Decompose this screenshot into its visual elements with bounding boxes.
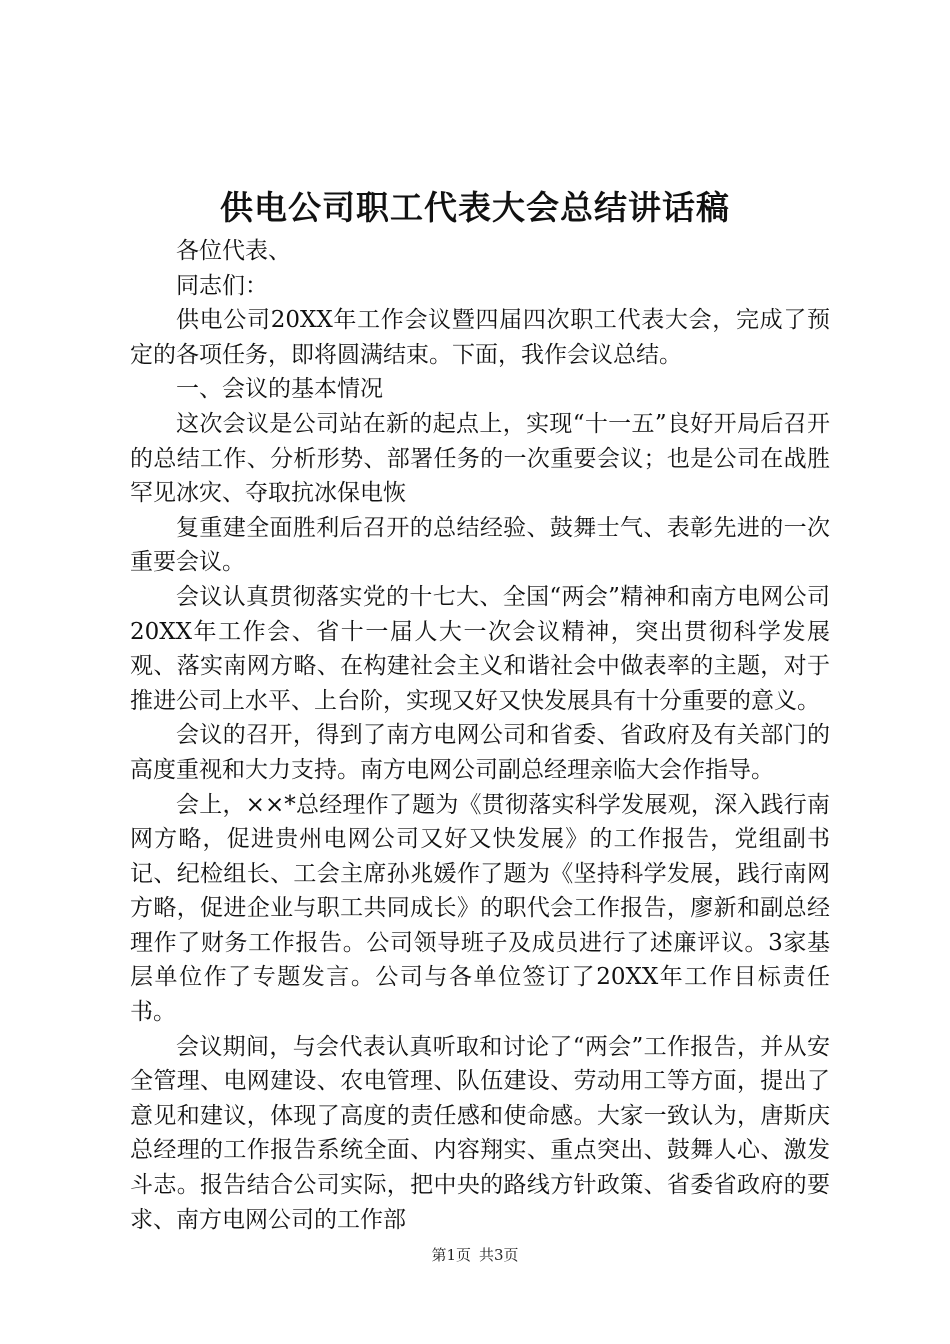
paragraph: 供电公司20XX年工作会议暨四届四次职工代表大会，完成了预定的各项任务，即将圆满结束。下面，我作会议总结。 <box>130 307 830 368</box>
document-body <box>130 234 830 1237</box>
paragraph: 这次会议是公司站在新的起点上，实现“十一五”良好开局后召开的总结工作、分析形势、部署任务的一次重要会议；也是公司在战胜罕见冰灾、夺取抗冰保电恢 <box>130 410 830 507</box>
section-heading: 一、会议的基本情况 <box>176 376 383 403</box>
paragraph: 会议期间，与会代表认真听取和讨论了“两会”工作报告，并从安全管理、电网建设、农电管理、队伍建设、劳动用工等方面，提出了意见和建议，体现了高度的责任感和使命感。大家一致认为，唐斯庆总经理的工作报告系统全面、内容翔实、重点突出、鼓舞人心、激发斗志。报告结合公司实际，把中央的路线方针政策、省委省政府的要求、南方电网公司的工作部 <box>130 1033 830 1233</box>
document-title: 供电公司职工代表大会总结讲话稿 <box>220 188 730 227</box>
page-footer <box>0 1245 950 1265</box>
salutation-line: 同志们： <box>176 272 268 299</box>
page-number: 第1页 <box>431 1246 471 1264</box>
salutation-line: 各位代表、 <box>176 238 291 264</box>
paragraph: 复重建全面胜利后召开的总结经验、鼓舞士气、表彰先进的一次重要会议。 <box>130 514 830 576</box>
page-total: 共3页 <box>479 1246 519 1264</box>
paragraph: 会议的召开，得到了南方电网公司和省委、省政府及有关部门的高度重视和大力支持。南方电网公司副总经理亲临大会作指导。 <box>130 722 830 783</box>
paragraph: 会议认真贯彻落实党的十七大、全国“两会”精神和南方电网公司20XX年工作会、省十一届人大一次会议精神，突出贯彻科学发展观、落实南网方略、在构建社会主义和谐社会中做表率的主题，对于推进公司上水平、上台阶，实现又好又快发展具有十分重要的意义。 <box>130 583 830 714</box>
paragraph: 会上，××*总经理作了题为《贯彻落实科学发展观，深入践行南网方略，促进贵州电网公司又好又快发展》的工作报告，党组副书记、纪检组长、工会主席孙兆媛作了题为《坚持科学发展，践行南网方略，促进企业与职工共同成长》的职代会工作报告，廖新和副总经理作了财务工作报告。公司领导班子及成员进行了述廉评议。3家基层单位作了专题发言。公司与各单位签订了20XX年工作目标责任书。 <box>130 791 830 1026</box>
